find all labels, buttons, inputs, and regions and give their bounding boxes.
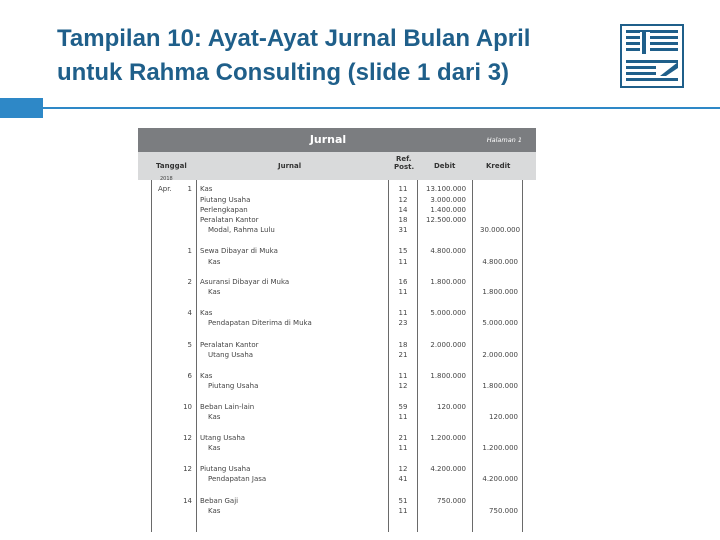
credit-amount: 4.800.000 — [482, 258, 518, 266]
ref-post: 16 — [398, 278, 408, 286]
ref-post: 11 — [398, 413, 408, 421]
credit-amount: 120.000 — [489, 413, 518, 421]
ref-post: 59 — [398, 403, 408, 411]
debit-amount: 12.500.000 — [426, 216, 467, 224]
column-header-ref-line1: Ref. — [396, 155, 412, 163]
account-name: Pendapatan Jasa — [208, 475, 267, 483]
journal-page-label: Halaman 1 — [486, 136, 522, 144]
debit-amount: 120.000 — [437, 403, 466, 411]
account-name: Kas — [200, 372, 213, 380]
table-row — [138, 443, 536, 453]
debit-amount: 1.800.000 — [430, 372, 466, 380]
debit-amount: 1.200.000 — [430, 434, 466, 442]
account-name: Kas — [208, 413, 221, 421]
account-name: Utang Usaha — [208, 351, 254, 359]
account-name: Kas — [200, 309, 213, 317]
table-row — [138, 287, 536, 297]
account-name: Utang Usaha — [200, 434, 246, 442]
ref-post: 12 — [398, 465, 408, 473]
ref-post: 12 — [398, 196, 408, 204]
ref-post: 51 — [398, 497, 408, 505]
ref-post: 11 — [398, 309, 408, 317]
account-name: Pendapatan Diterima di Muka — [208, 319, 312, 327]
column-header-credit: Kredit — [486, 162, 511, 170]
table-row — [138, 184, 536, 194]
table-row — [138, 371, 536, 381]
table-row — [138, 412, 536, 422]
debit-amount: 2.000.000 — [430, 341, 466, 349]
column-header-debit: Debit — [434, 162, 456, 170]
ref-post: 14 — [398, 206, 408, 214]
entry-day: 10 — [183, 403, 192, 411]
table-row — [138, 350, 536, 360]
account-name: Beban Lain-lain — [200, 403, 255, 411]
table-row — [138, 205, 536, 215]
ref-post: 12 — [398, 382, 408, 390]
entry-day: 2 — [187, 278, 192, 286]
ref-post: 31 — [398, 226, 408, 234]
ref-post: 11 — [398, 507, 408, 515]
credit-amount: 1.800.000 — [482, 288, 518, 296]
account-name: Kas — [208, 444, 221, 452]
account-name: Piutang Usaha — [200, 465, 251, 473]
debit-amount: 4.800.000 — [430, 247, 466, 255]
ref-post: 15 — [398, 247, 408, 255]
table-row — [138, 506, 536, 516]
ref-post: 11 — [398, 258, 408, 266]
debit-amount: 5.000.000 — [430, 309, 466, 317]
table-row — [138, 257, 536, 267]
debit-amount: 13.100.000 — [426, 185, 467, 193]
credit-amount: 1.800.000 — [482, 382, 518, 390]
account-name: Peralatan Kantor — [200, 341, 259, 349]
ref-post: 23 — [398, 319, 408, 327]
entry-day: 14 — [183, 497, 192, 505]
account-name: Perlengkapan — [200, 206, 248, 214]
entry-day: 1 — [187, 185, 192, 193]
column-header-date: Tanggal — [156, 162, 187, 170]
journal-header-bar — [138, 128, 536, 152]
entry-day: 1 — [187, 247, 192, 255]
debit-amount: 1.800.000 — [430, 278, 466, 286]
journal-year: 2018 — [160, 176, 173, 182]
credit-amount: 1.200.000 — [482, 444, 518, 452]
table-row — [138, 215, 536, 225]
ref-post: 18 — [398, 216, 408, 224]
account-name: Asuransi Dibayar di Muka — [200, 278, 290, 286]
debit-amount: 3.000.000 — [430, 196, 466, 204]
entry-day: 5 — [187, 341, 192, 349]
slide-title-line-2: untuk Rahma Consulting (slide 1 dari 3) — [57, 59, 510, 86]
table-row — [138, 340, 536, 350]
table-row — [138, 381, 536, 391]
table-row — [138, 308, 536, 318]
debit-amount: 4.200.000 — [430, 465, 466, 473]
credit-amount: 750.000 — [489, 507, 518, 515]
table-row — [138, 195, 536, 205]
ref-post: 11 — [398, 444, 408, 452]
credit-amount: 4.200.000 — [482, 475, 518, 483]
account-name: Sewa Dibayar di Muka — [200, 247, 278, 255]
ref-post: 21 — [398, 434, 408, 442]
account-name: Modal, Rahma Lulu — [208, 226, 275, 234]
table-row — [138, 246, 536, 256]
entry-day: 12 — [183, 434, 192, 442]
table-row — [138, 225, 536, 235]
debit-amount: 1.400.000 — [430, 206, 466, 214]
ref-post: 11 — [398, 372, 408, 380]
journal-title: Jurnal — [309, 133, 347, 146]
column-header-journal: Jurnal — [278, 162, 302, 170]
table-row — [138, 496, 536, 506]
account-name: Piutang Usaha — [200, 196, 251, 204]
journal-month: Apr. — [158, 185, 172, 193]
account-name: Kas — [200, 185, 213, 193]
accent-divider — [43, 107, 720, 109]
journal-table — [138, 128, 536, 532]
slide-title-line-1: Tampilan 10: Ayat-Ayat Jurnal Bulan April — [57, 25, 531, 52]
table-row — [138, 318, 536, 328]
account-name: Kas — [208, 258, 221, 266]
accent-bar — [0, 98, 43, 118]
account-name: Kas — [208, 507, 221, 515]
account-name: Kas — [208, 288, 221, 296]
ref-post: 18 — [398, 341, 408, 349]
table-row — [138, 464, 536, 474]
account-name: Piutang Usaha — [208, 382, 259, 390]
slide-title — [57, 22, 647, 90]
account-name: Beban Gaji — [200, 497, 239, 505]
debit-amount: 750.000 — [437, 497, 466, 505]
entry-day: 4 — [187, 309, 192, 317]
credit-amount: 30.000.000 — [480, 226, 521, 234]
entry-day: 6 — [187, 372, 192, 380]
table-row — [138, 402, 536, 412]
table-row — [138, 474, 536, 484]
account-name: Peralatan Kantor — [200, 216, 259, 224]
column-header-row — [138, 152, 536, 180]
publisher-logo-icon — [620, 24, 684, 88]
table-row — [138, 277, 536, 287]
ref-post: 41 — [398, 475, 408, 483]
ref-post: 21 — [398, 351, 408, 359]
entry-day: 12 — [183, 465, 192, 473]
ref-post: 11 — [398, 288, 408, 296]
table-row — [138, 433, 536, 443]
column-header-ref-line2: Post. — [394, 163, 415, 171]
credit-amount: 5.000.000 — [482, 319, 518, 327]
credit-amount: 2.000.000 — [482, 351, 518, 359]
ref-post: 11 — [398, 185, 408, 193]
